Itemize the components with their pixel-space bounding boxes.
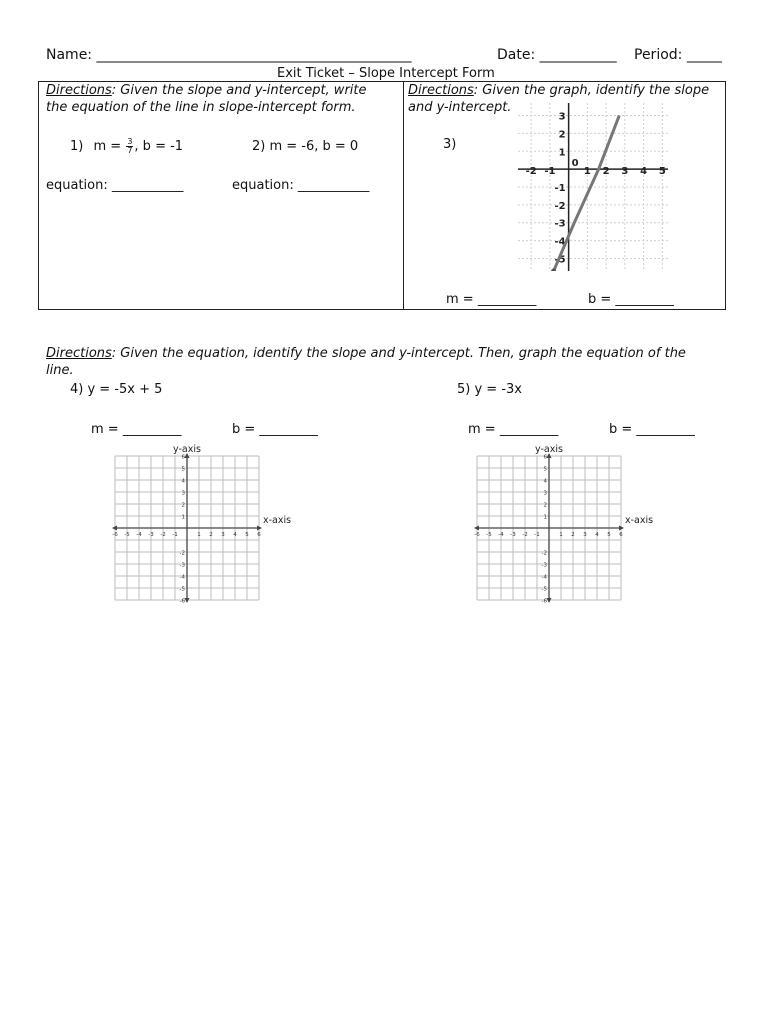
blank-graph-5[interactable] (462, 440, 662, 610)
y-tick-label: -2 (179, 550, 185, 557)
fraction-denominator: 7 (127, 146, 133, 155)
y-tick-label: -1 (554, 183, 566, 194)
x-tick-label: -6 (112, 532, 118, 538)
x-tick-label: 3 (583, 532, 587, 538)
directions-text: : Given the equation, identify the slope and y-intercept. Then, graph the equation of the (111, 346, 686, 361)
x-axis-label: x-axis (263, 515, 292, 526)
origin-label: 0 (571, 158, 579, 170)
y-tick-label: 2 (558, 129, 566, 141)
x-tick-label: 2 (571, 532, 575, 538)
slope-graph (518, 103, 668, 271)
x-tick-label: -1 (544, 166, 556, 178)
y-tick-label: 3 (181, 490, 185, 497)
x-tick-label: -4 (136, 532, 142, 538)
directions-text: : Given the graph, identify the slope (473, 83, 710, 98)
x-tick-label: 1 (583, 166, 591, 178)
y-tick-label: 2 (181, 502, 185, 509)
x-tick-label: -2 (522, 532, 528, 538)
y-tick-label: 4 (543, 478, 547, 485)
y-tick-label: -5 (541, 586, 547, 593)
x-tick-label: 3 (621, 166, 629, 178)
name-field[interactable]: Name: _____________________________________________ (46, 47, 412, 63)
directions-part3-line2: line. (46, 363, 74, 378)
x-tick-label: -6 (474, 532, 480, 538)
x-tick-label: 6 (619, 532, 623, 538)
x-tick-label: 5 (658, 166, 666, 178)
x-tick-label: 4 (640, 166, 648, 178)
x-tick-label: 6 (257, 532, 261, 538)
x-tick-label: -1 (534, 532, 540, 538)
y-tick-label: -2 (554, 200, 566, 212)
y-tick-label: 3 (543, 490, 547, 497)
period-field[interactable]: Period: _____ (634, 47, 722, 63)
x-tick-label: 3 (221, 532, 225, 538)
y-axis-label: y-axis (535, 444, 563, 455)
directions-word: Directions (408, 83, 474, 98)
y-tick-label: -3 (554, 218, 566, 230)
y-tick-label: 2 (543, 502, 547, 509)
x-tick-label: 2 (602, 166, 610, 178)
slope-answer-4[interactable]: m = _________ (91, 422, 182, 437)
y-tick-label: 6 (543, 454, 547, 461)
x-tick-label: 4 (595, 532, 599, 538)
slope-answer-3[interactable]: m = _________ (446, 292, 537, 307)
x-tick-label: -5 (124, 532, 130, 538)
directions-part1 (46, 83, 367, 98)
y-tick-label: -3 (541, 562, 547, 569)
directions-text: : Given the slope and y-intercept, write (111, 83, 367, 98)
x-tick-label: -3 (148, 532, 154, 538)
y-tick-label: 6 (181, 454, 185, 461)
x-tick-label: -3 (510, 532, 516, 538)
y-tick-label: -5 (179, 586, 185, 593)
question-5: 5) y = -3x (457, 382, 522, 397)
question-2: 2) m = -6, b = 0 (252, 139, 359, 154)
page-title: Exit Ticket – Slope Intercept Form (277, 66, 495, 81)
y-tick-label: -4 (554, 236, 566, 248)
y-tick-label: 3 (558, 111, 566, 123)
slope-fraction (126, 138, 133, 155)
y-tick-label: 1 (543, 514, 547, 521)
x-tick-label: -2 (160, 532, 166, 538)
x-tick-label: 4 (233, 532, 237, 538)
y-tick-label: 5 (181, 466, 185, 473)
x-tick-label: 1 (559, 532, 563, 538)
x-tick-label: -2 (525, 166, 537, 178)
question-1 (70, 138, 183, 155)
intercept-text: , b = -1 (134, 139, 184, 154)
equation-answer-2[interactable]: equation: ___________ (232, 178, 370, 193)
x-tick-label: 5 (245, 532, 249, 538)
y-axis-label: y-axis (173, 444, 201, 455)
equation-answer-1[interactable]: equation: ___________ (46, 178, 184, 193)
directions-part2 (408, 83, 709, 98)
x-tick-label: 1 (197, 532, 201, 538)
table-divider (403, 82, 404, 309)
slope-answer-5[interactable]: m = _________ (468, 422, 559, 437)
x-tick-label: -1 (172, 532, 178, 538)
directions-part2-line2: and y-intercept. (408, 100, 512, 115)
x-tick-label: 2 (209, 532, 213, 538)
y-tick-label: 4 (181, 478, 185, 485)
y-tick-label: -2 (541, 550, 547, 557)
y-tick-label: 1 (181, 514, 185, 521)
question-4: 4) y = -5x + 5 (70, 382, 163, 397)
question-number: 1) (70, 139, 84, 154)
y-tick-label: 1 (558, 147, 566, 159)
directions-part1-line2: the equation of the line in slope-intercept form. (46, 100, 356, 115)
intercept-answer-5[interactable]: b = _________ (609, 422, 695, 437)
question-3-number: 3) (443, 137, 457, 152)
fraction-numerator: 3 (127, 137, 133, 146)
x-tick-label: -5 (486, 532, 492, 538)
intercept-answer-3[interactable]: b = _________ (588, 292, 674, 307)
y-tick-label: -6 (541, 598, 547, 605)
directions-part3 (46, 346, 686, 361)
blank-graph-4[interactable] (100, 440, 300, 610)
slope-prefix: m = (93, 139, 122, 154)
y-tick-label: -3 (179, 562, 185, 569)
intercept-answer-4[interactable]: b = _________ (232, 422, 318, 437)
date-field[interactable]: Date: ___________ (497, 47, 617, 63)
y-tick-label: 5 (543, 466, 547, 473)
y-tick-label: -4 (541, 574, 547, 581)
x-tick-label: 5 (607, 532, 611, 538)
x-tick-label: -4 (498, 532, 504, 538)
x-axis-label: x-axis (625, 515, 654, 526)
directions-word: Directions (46, 83, 112, 98)
y-tick-label: -5 (554, 254, 566, 266)
y-tick-label: -4 (179, 574, 185, 581)
y-tick-label: -6 (179, 598, 185, 605)
directions-word: Directions (46, 346, 112, 361)
